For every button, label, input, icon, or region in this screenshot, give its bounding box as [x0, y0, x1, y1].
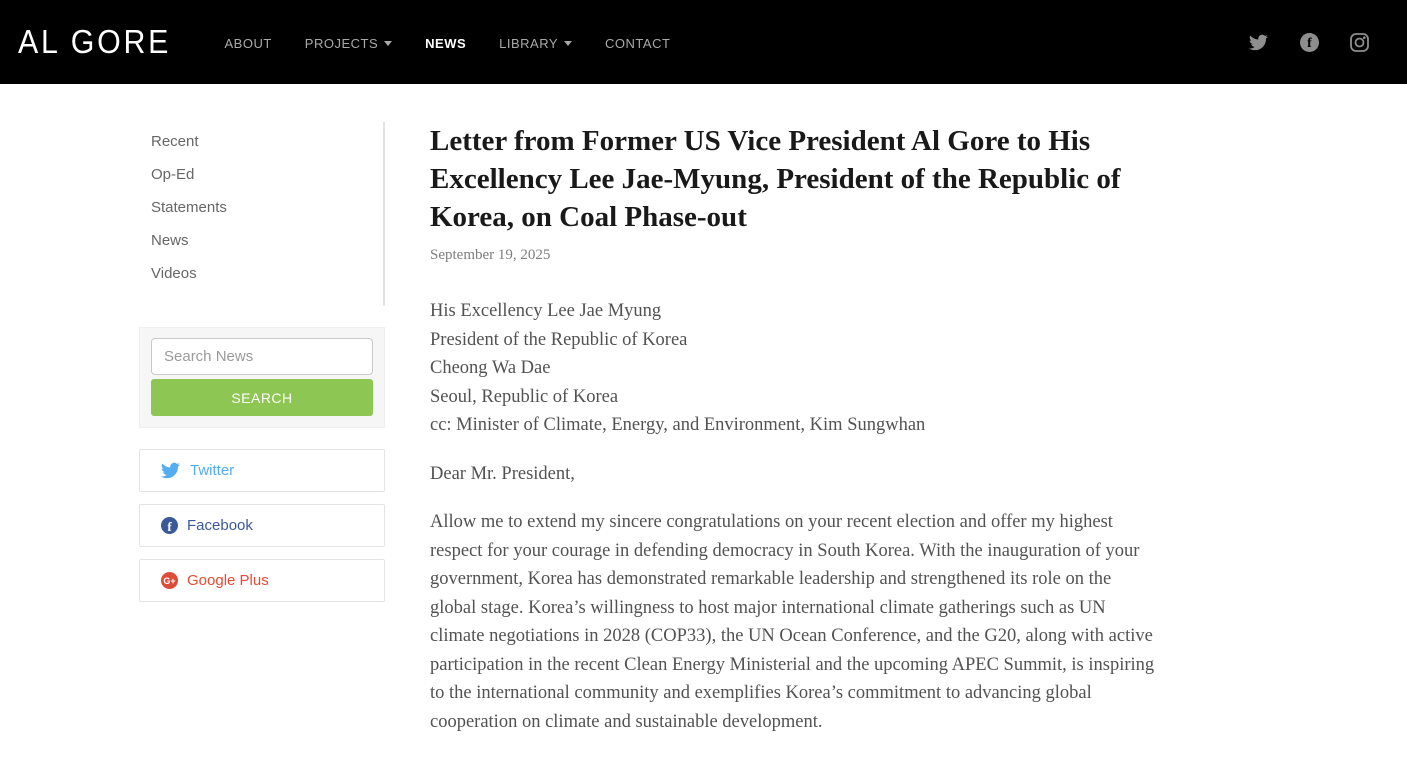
share-googleplus-button[interactable]	[139, 559, 385, 602]
nav-label: NEWS	[425, 35, 467, 51]
share-twitter-button[interactable]	[139, 449, 385, 492]
main-nav	[225, 36, 671, 51]
letter-body	[430, 297, 1160, 736]
nav-item-about[interactable]	[225, 36, 272, 51]
nav-label: CONTACT	[605, 35, 671, 51]
site-header	[0, 0, 1407, 84]
header-social-links	[1249, 33, 1369, 52]
search-input[interactable]	[151, 338, 373, 375]
share-facebook-button[interactable]	[139, 504, 385, 547]
nav-item-news[interactable]	[425, 36, 466, 51]
address-line: His Excellency Lee Jae Myung	[430, 301, 662, 321]
nav-item-projects[interactable]	[305, 36, 392, 51]
nav-label: LIBRARY	[499, 35, 559, 51]
page-content	[0, 84, 1407, 756]
twitter-icon[interactable]	[1249, 34, 1269, 51]
letter-salutation: Dear Mr. President,	[430, 463, 575, 484]
article-title: Letter from Former US Vice President Al Gore to His Excellency Lee Jae-Myung, President of the Republic of Korea, on Coal Phase-out	[430, 125, 1121, 233]
address-line: cc: Minister of Climate, Energy, and Environment, Kim Sungwhan	[430, 415, 926, 435]
share-label: Google Plus	[187, 572, 269, 589]
twitter-icon	[161, 462, 181, 479]
letter-address	[430, 297, 1160, 440]
article	[430, 122, 1160, 756]
sidebar-item-oped[interactable]: Op-Ed	[151, 166, 195, 183]
instagram-icon[interactable]	[1350, 33, 1369, 52]
nav-label: PROJECTS	[304, 35, 379, 51]
article-date: September 19, 2025	[430, 247, 551, 263]
address-line: President of the Republic of Korea	[430, 329, 688, 350]
news-sidebar	[139, 122, 385, 614]
sidebar-item-recent[interactable]: Recent	[151, 133, 199, 150]
address-line: Cheong Wa Dae	[430, 358, 551, 378]
facebook-icon[interactable]: f	[1300, 33, 1319, 52]
share-label: Twitter	[190, 462, 235, 479]
sidebar-item-statements[interactable]: Statements	[151, 199, 227, 216]
nav-item-library[interactable]	[499, 36, 572, 51]
site-logo[interactable]: AL GORE	[18, 23, 172, 60]
sidebar-item-videos[interactable]: Videos	[151, 265, 197, 282]
search-widget	[139, 327, 385, 428]
chevron-down-icon	[384, 41, 392, 46]
sidebar-item-news[interactable]: News	[151, 232, 189, 249]
nav-item-contact[interactable]	[605, 36, 670, 51]
share-buttons	[139, 449, 385, 602]
letter-paragraph: Allow me to extend my sincere congratulations on your recent election and offer my highest respect for your courage in defending democracy in South Korea. With the inauguration of your government, Korea has demonstrated remarkable leadership and strengthened its role on the global stage. Korea’s willingness to host major international climate gatherings such as UN climate negotiations in 2028 (COP33), the UN Ocean Conference, and the G20, along with active participation in the recent Clean Energy Ministerial and the upcoming APEC Summit, is inspiring to the international community and exemplifies Korea’s commitment to advancing global cooperation on climate and sustainable development.	[430, 512, 1155, 732]
chevron-down-icon	[564, 41, 572, 46]
address-line: Seoul, Republic of Korea	[430, 386, 619, 407]
search-button[interactable]: SEARCH	[151, 379, 373, 416]
share-label: Facebook	[187, 517, 253, 534]
news-category-nav	[139, 122, 385, 306]
facebook-icon: f	[161, 517, 178, 534]
nav-label: ABOUT	[224, 35, 272, 51]
google-plus-icon: G+	[161, 572, 178, 589]
